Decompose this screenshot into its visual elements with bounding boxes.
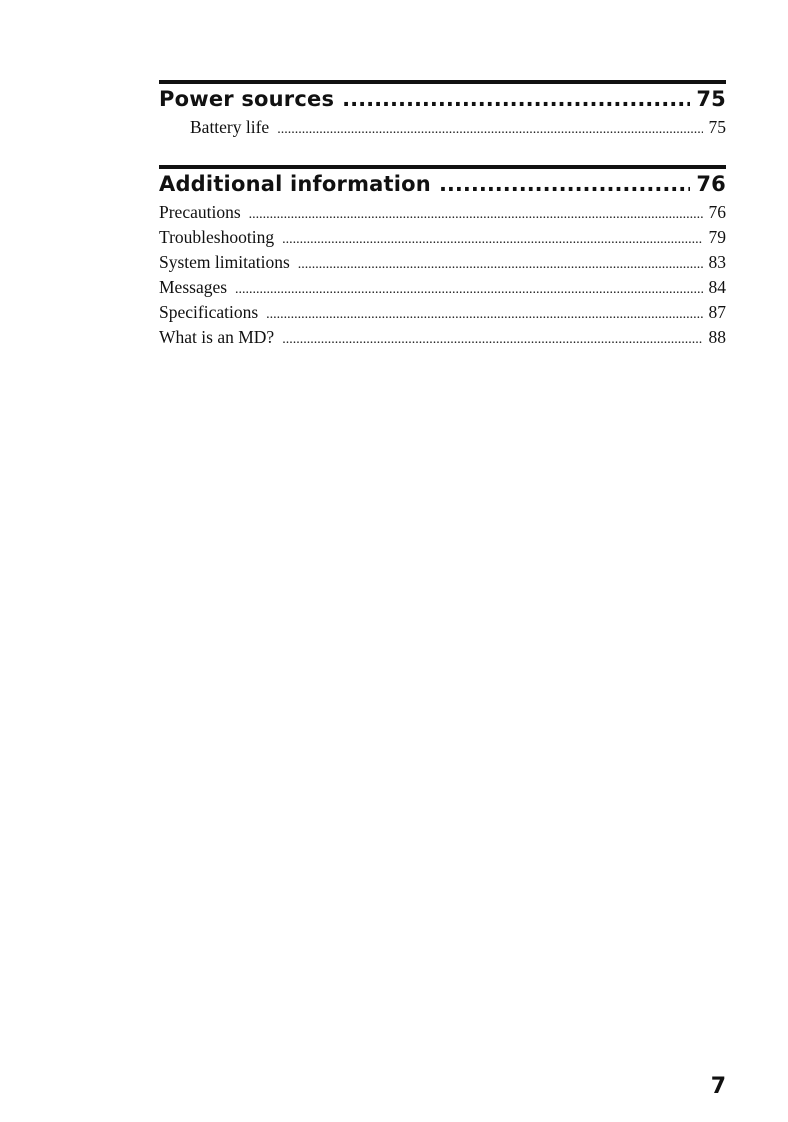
toc-entry-page: 76 xyxy=(708,202,726,222)
toc-entry-messages[interactable] xyxy=(159,275,726,300)
toc-entry-what-is-an-md[interactable] xyxy=(159,325,726,350)
toc-heading-page: 76 xyxy=(696,172,726,196)
toc-entry-page: 75 xyxy=(708,117,726,137)
dot-leader xyxy=(277,115,702,142)
toc-section-additional-information xyxy=(159,165,726,350)
toc-heading-additional-information[interactable] xyxy=(159,169,726,200)
toc-entry-page: 84 xyxy=(708,277,726,297)
toc-entry-troubleshooting[interactable] xyxy=(159,225,726,250)
toc-entry-precautions[interactable] xyxy=(159,200,726,225)
dot-leader xyxy=(266,300,702,327)
dot-leader xyxy=(298,250,703,277)
dot-leader xyxy=(342,87,690,111)
dot-leader xyxy=(235,275,702,302)
dot-leader xyxy=(249,200,703,227)
toc-entry-battery-life[interactable] xyxy=(159,115,726,140)
toc-section-power-sources xyxy=(159,80,726,140)
toc-heading-title: Power sources xyxy=(159,87,335,111)
toc-entry-label: Battery life xyxy=(190,117,270,137)
toc-entry-page: 83 xyxy=(708,252,726,272)
toc-entry-label: Troubleshooting xyxy=(159,227,275,247)
dot-leader xyxy=(282,225,702,252)
table-of-contents xyxy=(159,80,726,350)
toc-heading-power-sources[interactable] xyxy=(159,84,726,115)
toc-entry-page: 88 xyxy=(708,327,726,347)
toc-entry-specifications[interactable] xyxy=(159,300,726,325)
toc-entry-label: Messages xyxy=(159,277,228,297)
dot-leader xyxy=(439,172,690,196)
toc-heading-title: Additional information xyxy=(159,172,431,196)
toc-entry-label: What is an MD? xyxy=(159,327,275,347)
toc-entry-page: 79 xyxy=(708,227,726,247)
toc-entry-label: Precautions xyxy=(159,202,241,222)
toc-heading-page: 75 xyxy=(696,87,726,111)
toc-entry-page: 87 xyxy=(708,302,726,322)
dot-leader xyxy=(282,325,702,352)
page-number: 7 xyxy=(710,1074,726,1099)
toc-entry-label: Specifications xyxy=(159,302,259,322)
toc-entry-system-limitations[interactable] xyxy=(159,250,726,275)
toc-entry-label: System limitations xyxy=(159,252,290,272)
